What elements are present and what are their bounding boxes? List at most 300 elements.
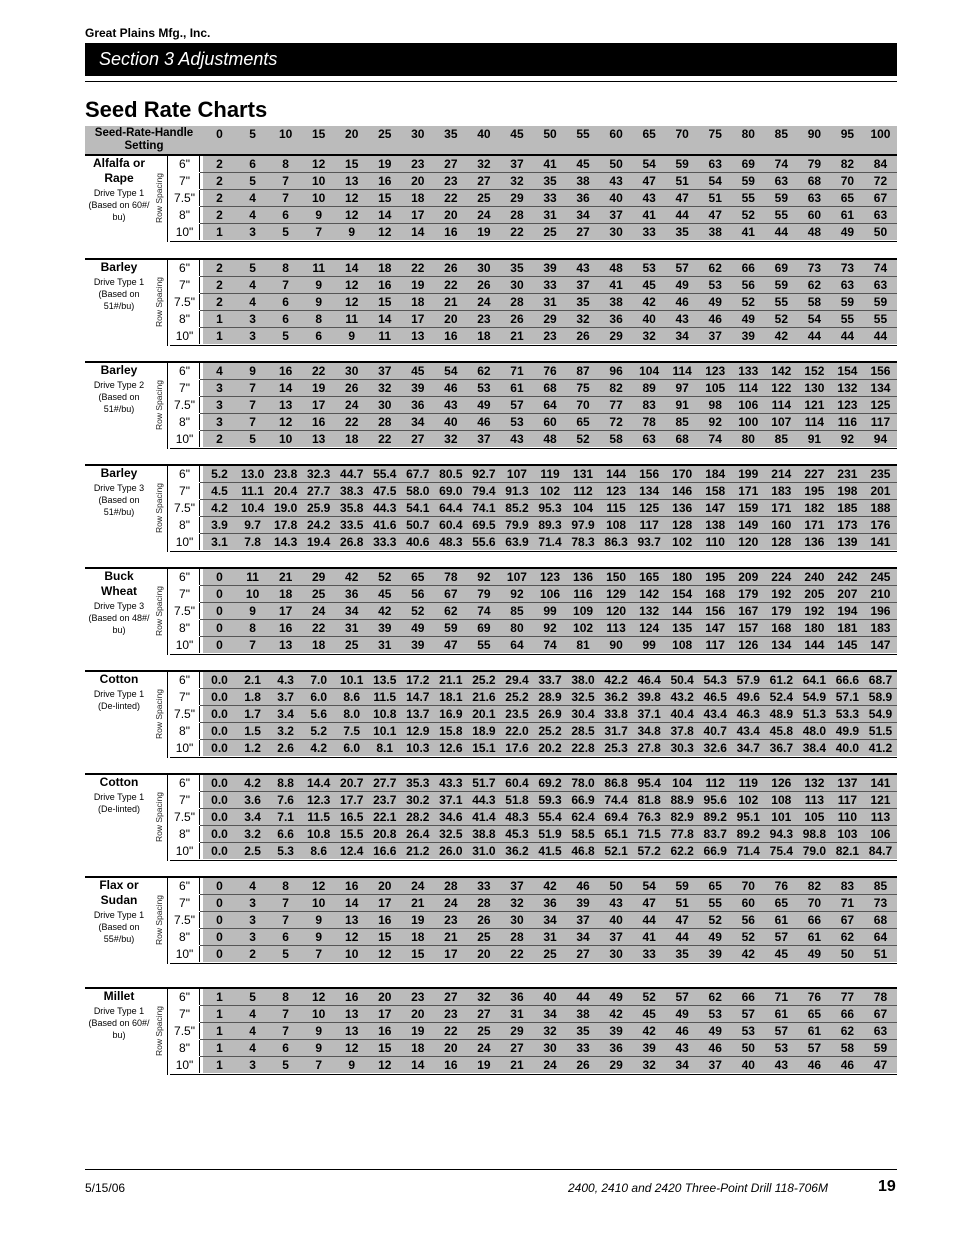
rate-cell: 40.6 [406,535,430,549]
rate-cell: 33 [477,879,491,893]
rate-cell: 145 [837,638,858,652]
rate-cell: 20 [411,174,425,188]
row-values [203,672,897,688]
rate-cell: 125 [639,501,660,515]
rate-cell: 7 [249,638,256,652]
rate-cell: 192 [771,587,792,601]
rate-cell: 67 [444,587,458,601]
rate-cell: 34 [576,208,590,222]
rate-cell: 39 [576,896,590,910]
row-values [203,569,897,585]
rate-cell: 0 [216,570,223,584]
rate-cell: 22 [444,1024,458,1038]
rate-cell: 57 [510,398,524,412]
rate-cell: 30 [378,398,392,412]
rate-cell: 121 [870,793,891,807]
row-values [203,363,897,379]
rate-cell: 156 [639,467,660,481]
rate-cell: 5.3 [277,844,294,858]
rate-cell: 10 [311,1007,326,1021]
rate-cell: 63 [873,1024,888,1038]
rate-cell: 2.6 [277,741,294,755]
crop-label [85,156,153,223]
block-bottom-rule [170,448,897,450]
table-row [170,173,897,190]
rate-cell: 67 [873,1007,888,1021]
rate-cell: 92 [543,621,557,635]
rate-cell: 33.8 [604,707,628,721]
rate-cell: 16 [444,225,458,239]
rate-cell: 63 [774,174,788,188]
rate-cell: 32 [642,1058,656,1072]
rate-cell: 1.8 [244,690,261,704]
rate-cell: 22 [444,278,458,292]
rate-cell: 20.1 [472,707,496,721]
rate-cell: 26 [477,278,491,292]
rate-cell: 10.1 [340,673,364,687]
rate-cell: 53 [741,1024,755,1038]
rate-cell: 48 [543,432,557,446]
rate-cell: 13 [311,432,326,446]
crop-drive-info: Drive Type 2 (Based on 51#/bu) [93,380,145,414]
row-spacing-text: Row Spacing [154,379,164,431]
rate-cell: 51.3 [802,707,827,721]
rate-cell: 40 [609,191,623,205]
row-spacing-label [151,880,167,960]
rate-cell: 7.5 [343,724,361,738]
rate-cell: 37.1 [637,707,661,721]
rate-cell: 123 [539,570,560,584]
rate-cell: 147 [705,621,726,635]
rate-cell: 136 [573,570,594,584]
rate-cell: 136 [672,501,693,515]
row-spacing-text: Row Spacing [154,894,164,946]
rate-cell: 67 [840,913,855,927]
setting-header-cell: 65 [633,126,666,155]
rate-cell: 33 [576,1041,590,1055]
rate-cell: 82 [840,157,855,171]
rate-cell: 3 [249,930,256,944]
table-row [170,466,897,483]
rate-cell: 61 [774,1007,788,1021]
row-spacing-cell: 6" [170,569,200,585]
rate-cell: 91.3 [505,484,529,498]
rate-cell: 22 [345,415,359,429]
rate-cell: 46.3 [736,707,760,721]
rate-cell: 57 [741,1007,755,1021]
rate-cell: 7 [315,947,322,961]
page-title: Seed Rate Charts [85,97,268,122]
setting-header-cell: 25 [368,126,401,155]
rate-cell: 65.1 [604,827,628,841]
rate-cell: 32.6 [703,741,727,755]
rate-cell: 10 [311,174,326,188]
rate-cell: 240 [804,570,825,584]
rate-cell: 37 [378,364,392,378]
rate-cell: 112 [573,484,593,498]
rate-cell: 112 [705,776,725,790]
rate-cell: 98 [708,398,722,412]
rate-cell: 20 [477,947,491,961]
row-spacing-cell: 10" [170,637,200,653]
rate-cell: 72 [609,415,623,429]
rate-cell: 2 [216,157,223,171]
table-row [170,500,897,517]
rate-cell: 34 [543,913,557,927]
rate-cell: 7 [249,398,256,412]
rate-cell: 43 [774,1058,788,1072]
rate-cell: 64.1 [802,673,827,687]
rate-cell: 125 [870,398,891,412]
rate-cell: 0 [216,587,223,601]
crop-name: Buck Wheat [101,569,137,598]
rate-cell: 4 [249,278,256,292]
rate-cell: 13 [345,1007,359,1021]
rate-cell: 74.4 [604,793,628,807]
rate-cell: 43 [642,191,656,205]
rate-cell: 171 [771,501,792,515]
row-spacing-cell: 7" [170,586,200,602]
row-spacing-cell: 7.5" [170,603,200,619]
rate-cell: 194 [837,604,858,618]
row-spacing-cell: 6" [170,363,200,379]
rate-cell: 89 [642,381,656,395]
rate-cell: 76 [774,879,788,893]
rate-cell: 44 [675,208,689,222]
row-spacing-cell: 8" [170,311,200,327]
table-row [170,603,897,620]
rate-cell: 16.6 [373,844,397,858]
row-values [203,207,897,223]
rate-cell: 8.1 [376,741,394,755]
rate-cell: 144 [672,604,693,618]
rate-cell: 8 [282,261,289,275]
rate-cell: 214 [771,467,792,481]
rate-cell: 65 [840,191,855,205]
rate-cell: 37 [477,432,491,446]
rate-cell: 45.8 [769,724,793,738]
rate-cell: 38.3 [340,484,364,498]
rate-cell: 224 [771,570,792,584]
rate-cell: 54 [708,174,722,188]
rate-cell: 3.1 [211,535,228,549]
rate-cell: 14 [411,225,425,239]
rate-cell: 35 [675,947,689,961]
rate-cell: 22.8 [571,741,595,755]
rate-cell: 95.6 [703,793,727,807]
rate-cell: 6 [282,1041,289,1055]
rate-cell: 36.2 [604,690,628,704]
rate-cell: 48 [807,225,822,239]
rate-cell: 27 [576,947,590,961]
table-row [170,706,897,723]
row-spacing-cell: 7" [170,277,200,293]
rate-cell: 15.1 [472,741,496,755]
rate-cell: 27 [477,174,491,188]
rate-cell: 84 [873,157,888,171]
row-values [203,775,897,791]
rate-cell: 198 [837,484,858,498]
row-spacing-cell: 8" [170,826,200,842]
rate-cell: 19 [311,381,326,395]
rate-cell: 128 [771,535,792,549]
row-spacing-text: Row Spacing [154,482,164,534]
rate-cell: 3 [249,896,256,910]
rate-cell: 23 [444,174,458,188]
rate-cell: 141 [870,535,891,549]
rate-cell: 12 [345,295,359,309]
rate-cell: 73 [840,261,855,275]
rate-cell: 15.8 [439,724,463,738]
footer-rule [85,1169,897,1170]
rate-cell: 92 [510,587,524,601]
rate-cell: 8.0 [343,707,361,721]
rate-cell: 7.0 [310,673,327,687]
rate-cell: 26 [510,312,524,326]
rate-cell: 137 [837,776,858,790]
setting-header-cell: 30 [401,126,434,155]
rate-cell: 42 [642,295,656,309]
rate-cell: 65 [708,879,722,893]
rate-cell: 71.4 [538,535,562,549]
rate-cell: 68 [675,432,689,446]
rate-cell: 32 [510,174,524,188]
rate-cell: 4 [249,1041,256,1055]
rate-cell: 33 [543,191,557,205]
rate-cell: 3.2 [244,827,261,841]
rate-cell: 30 [510,913,524,927]
rate-cell: 44 [873,329,888,343]
rate-cell: 30 [477,261,491,275]
rate-cell: 37 [576,913,590,927]
rate-cell: 3.7 [277,690,294,704]
rate-cell: 97 [675,381,689,395]
rate-cell: 38 [576,1007,590,1021]
rate-cell: 44.3 [472,793,496,807]
rate-cell: 60 [543,415,557,429]
rate-cell: 41.2 [868,741,893,755]
rate-cell: 25 [345,638,359,652]
rate-cell: 4.3 [277,673,294,687]
row-spacing-cell: 8" [170,620,200,636]
rate-cell: 25.3 [604,741,628,755]
rate-cell: 45 [576,157,590,171]
rate-cell: 70 [576,398,590,412]
rate-cell: 51 [675,896,689,910]
rate-cell: 74 [477,604,491,618]
rate-cell: 55 [774,208,788,222]
rate-cell: 16 [278,364,293,378]
rate-cell: 56 [411,587,425,601]
rate-cell: 79 [807,157,822,171]
rate-cell: 66.6 [835,673,860,687]
block-divider [167,464,168,552]
rate-cell: 40.4 [670,707,694,721]
rate-cell: 32 [576,312,590,326]
rate-cell: 59 [840,295,855,309]
rate-cell: 123 [705,364,726,378]
rate-cell: 108 [771,793,792,807]
rate-cell: 51.7 [472,776,496,790]
crop-block [85,876,897,964]
rate-cell: 209 [738,570,759,584]
rate-cell: 18 [411,191,425,205]
rate-cell: 113 [804,793,825,807]
row-values [203,946,897,962]
row-values [203,706,897,722]
rate-cell: 22 [311,364,326,378]
rate-cell: 6 [282,295,289,309]
rate-cell: 139 [837,535,858,549]
row-values [203,380,897,396]
crop-label [85,466,153,518]
rate-cell: 50.4 [670,673,694,687]
rate-cell: 30 [609,947,623,961]
rate-cell: 33 [642,947,656,961]
rate-cell: 63.9 [505,535,529,549]
rate-cell: 23 [411,157,425,171]
crop-drive-info: Drive Type 1 (Based on 60#/ bu) [88,188,150,222]
rate-cell: 8 [315,312,322,326]
rate-cell: 95.3 [538,501,562,515]
rate-cell: 2.1 [244,673,261,687]
rate-cell: 82 [807,879,822,893]
rate-cell: 106 [738,398,759,412]
rate-cell: 55 [477,638,491,652]
rate-cell: 48 [609,261,623,275]
setting-header-cell: 45 [500,126,533,155]
rate-cell: 23 [543,329,557,343]
rate-cell: 180 [672,570,693,584]
rate-cell: 103 [837,827,858,841]
rate-cell: 149 [738,518,759,532]
rate-cell: 74 [708,432,722,446]
rate-cell: 44.7 [340,467,364,481]
rate-cell: 16 [444,329,458,343]
rate-cell: 58 [840,1041,855,1055]
rate-cell: 44 [576,990,590,1004]
rate-cell: 86.3 [604,535,628,549]
rate-cell: 19.4 [306,535,331,549]
rate-cell: 28 [444,879,458,893]
rate-cell: 34.8 [637,724,661,738]
rate-cell: 12.4 [340,844,364,858]
rate-cell: 117 [837,793,858,807]
rate-cell: 2 [216,278,223,292]
rate-cell: 39.8 [637,690,661,704]
rate-cell: 7.6 [277,793,294,807]
rate-cell: 61 [510,381,524,395]
block-divider [167,773,168,861]
company-name: Great Plains Mfg., Inc. [85,26,211,40]
rate-cell: 22 [510,225,524,239]
rate-cell: 28 [510,208,524,222]
rate-cell: 31 [378,638,392,652]
row-spacing-cell: 6" [170,260,200,276]
table-row [170,483,897,500]
rate-cell: 69.4 [604,810,628,824]
rate-cell: 41.5 [538,844,562,858]
row-spacing-cell: 7.5" [170,809,200,825]
rate-cell: 52 [411,604,425,618]
rate-cell: 30.3 [670,741,694,755]
rate-cell: 105 [804,810,825,824]
setting-header-cell: 90 [798,126,831,155]
rate-cell: 43.4 [703,707,727,721]
rate-cell: 134 [771,638,792,652]
rate-cell: 49 [675,278,689,292]
rate-cell: 195 [705,570,726,584]
crop-name: Barley [100,260,138,274]
table-row [170,534,897,551]
crop-name: Flax or Sudan [99,878,139,907]
row-spacing-cell: 8" [170,723,200,739]
rate-cell: 182 [804,501,825,515]
rate-cell: 26 [345,381,359,395]
crop-block [85,361,897,449]
rate-cell: 26 [444,261,458,275]
rate-cell: 32 [543,1024,557,1038]
rate-cell: 4 [249,1024,256,1038]
rate-cell: 23 [477,312,491,326]
rate-cell: 100 [738,415,759,429]
rate-cell: 57 [675,261,689,275]
rate-cell: 0.0 [211,673,228,687]
rate-cell: 19 [477,1058,491,1072]
rate-cell: 1 [216,1058,223,1072]
rate-cell: 34 [675,1058,689,1072]
rate-cell: 11.1 [241,484,264,498]
rate-cell: 116 [573,587,593,601]
rate-cell: 0.0 [211,724,228,738]
rate-cell: 27 [411,432,425,446]
rate-cell: 62.2 [670,844,694,858]
rate-cell: 17 [411,208,425,222]
rate-cell: 74 [543,638,557,652]
rate-cell: 30 [609,225,623,239]
rate-cell: 97.9 [571,518,595,532]
rate-cell: 43 [675,312,689,326]
rate-cell: 44 [774,225,788,239]
rate-cell: 9 [315,278,322,292]
row-spacing-cell: 7.5" [170,294,200,310]
rate-cell: 37 [510,879,524,893]
table-row [170,946,897,963]
rate-cell: 52.1 [604,844,628,858]
rate-cell: 20.4 [273,484,298,498]
rate-cell: 3 [249,329,256,343]
rate-cell: 14 [378,312,392,326]
rate-cell: 6 [282,208,289,222]
row-spacing-label [151,674,167,754]
rate-cell: 26 [576,1058,590,1072]
block-bottom-rule [170,860,897,862]
row-spacing-label [151,468,167,548]
rate-cell: 14.4 [306,776,331,790]
rate-cell: 78 [444,570,458,584]
rate-cell: 35 [675,225,689,239]
rate-cell: 133 [738,364,759,378]
setting-header-cell: 70 [666,126,699,155]
rate-cell: 84.7 [868,844,893,858]
rate-cell: 201 [870,484,891,498]
rate-cell: 8 [282,879,289,893]
rate-cell: 14 [345,896,359,910]
rate-cell: 19 [411,913,425,927]
rate-cell: 64.4 [439,501,463,515]
rate-cell: 10 [311,191,326,205]
rate-cell: 245 [870,570,891,584]
